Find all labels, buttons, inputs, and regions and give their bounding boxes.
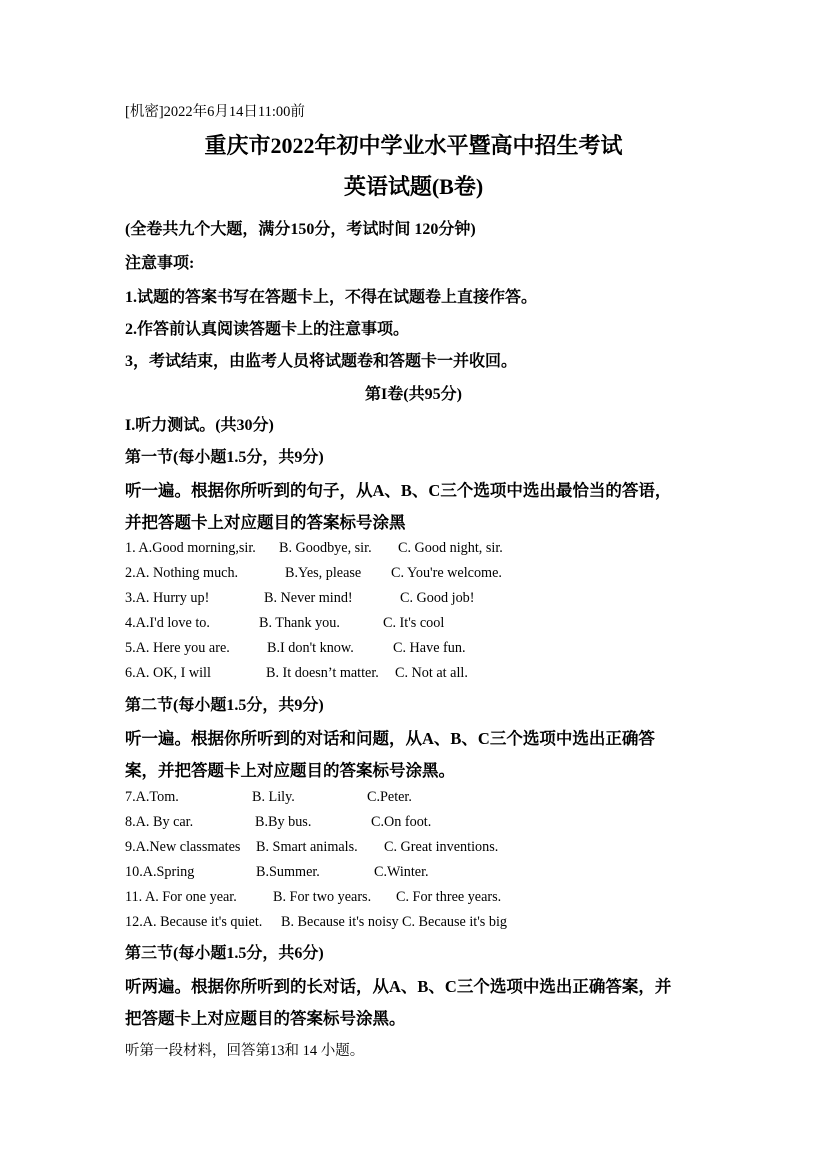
section3-instruction: 把答题卡上对应题目的答案标号涂黑。	[125, 1009, 406, 1028]
question-row	[125, 590, 725, 608]
exam-subtitle: 英语试题(B卷)	[343, 174, 484, 199]
note-item: 1.试题的答案书写在答题卡上，不得在试题卷上直接作答。	[125, 289, 538, 306]
question-row	[125, 889, 725, 907]
question-row	[125, 814, 725, 832]
part-title: 第I卷(共95分)	[365, 386, 462, 403]
note-item: 3，考试结束，由监考人员将试题卷和答题卡一并收回。	[125, 353, 518, 370]
option-b: B.Summer.	[256, 864, 320, 880]
option-a: 1. A.Good morning,sir.	[125, 540, 256, 556]
option-a: 5.A. Here you are.	[125, 640, 230, 656]
exam-title: 重庆市2022年初中学业水平暨高中招生考试	[204, 133, 623, 158]
section1-instruction: 并把答题卡上对应题目的答案标号涂黑	[125, 513, 406, 532]
option-a: 9.A.New classmates	[125, 839, 241, 855]
option-a: 8.A. By car.	[125, 814, 194, 830]
option-b: B. For two years.	[273, 889, 372, 905]
listening-section-title: I.听力测试。(共30分)	[125, 417, 274, 434]
note-item: 2.作答前认真阅读答题卡上的注意事项。	[125, 321, 410, 338]
option-a: 2.A. Nothing much.	[125, 565, 239, 581]
option-b: B. Because it's noisy	[281, 914, 399, 930]
question-row	[125, 914, 745, 932]
option-b: B. It doesn’t matter.	[266, 665, 379, 681]
section2-instruction: 案，并把答题卡上对应题目的答案标号涂黑。	[125, 761, 455, 780]
question-row	[125, 864, 725, 882]
notes-heading: 注意事项:	[125, 255, 195, 272]
option-a: 12.A. Because it's quiet.	[125, 914, 263, 930]
option-b: B.I don't know.	[267, 640, 354, 656]
exam-info: (全卷共九个大题，满分150分，考试时间 120分钟)	[125, 221, 476, 238]
option-c: C. Great inventions.	[384, 839, 499, 855]
section1-heading: 第一节(每小题1.5分，共9分)	[125, 449, 324, 466]
option-c: C. For three years.	[396, 889, 502, 905]
option-c: C. It's cool	[383, 615, 445, 631]
section1-instruction: 听一遍。根据你所听到的句子，从A、B、C三个选项中选出最恰当的答语，	[125, 481, 672, 500]
option-a: 4.A.I'd love to.	[125, 615, 210, 631]
option-c: C. Good job!	[400, 590, 475, 606]
option-a: 6.A. OK, I will	[125, 665, 211, 681]
option-a: 3.A. Hurry up!	[125, 590, 210, 606]
option-c: C.Winter.	[374, 864, 429, 880]
option-b: B. Smart animals.	[256, 839, 358, 855]
option-c: C. Because it's big	[402, 914, 508, 930]
option-a: 7.A.Tom.	[125, 789, 179, 805]
section3-instruction: 听两遍。根据你所听到的长对话，从A、B、C三个选项中选出正确答案，并	[125, 977, 672, 996]
option-c: C. Not at all.	[395, 665, 468, 681]
option-c: C. You're welcome.	[391, 565, 502, 581]
option-a: 11. A. For one year.	[125, 889, 237, 905]
option-b: B. Goodbye, sir.	[279, 540, 372, 556]
question-row	[125, 665, 725, 683]
section2-instruction: 听一遍。根据你所听到的对话和问题，从A、B、C三个选项中选出正确答	[125, 729, 655, 748]
option-b: B.By bus.	[255, 814, 312, 830]
section2-heading: 第二节(每小题1.5分，共9分)	[125, 697, 324, 714]
question-row	[125, 789, 725, 807]
section3-sub-instruction: 听第一段材料，回答第13和 14 小题。	[125, 1043, 365, 1059]
option-c: C. Good night, sir.	[398, 540, 503, 556]
option-b: B. Thank you.	[259, 615, 340, 631]
question-row	[125, 540, 725, 558]
confidential-note: [机密]2022年6月14日11:00前	[125, 104, 305, 120]
question-row	[125, 640, 725, 658]
option-b: B.Yes, please	[285, 565, 362, 581]
option-c: C. Have fun.	[393, 640, 466, 656]
question-row	[125, 615, 725, 633]
section3-heading: 第三节(每小题1.5分，共6分)	[125, 945, 324, 962]
option-a: 10.A.Spring	[125, 864, 195, 880]
option-b: B. Lily.	[252, 789, 295, 805]
option-c: C.Peter.	[367, 789, 412, 805]
option-c: C.On foot.	[371, 814, 432, 830]
question-row	[125, 839, 725, 857]
option-b: B. Never mind!	[264, 590, 353, 606]
question-row	[125, 565, 725, 583]
